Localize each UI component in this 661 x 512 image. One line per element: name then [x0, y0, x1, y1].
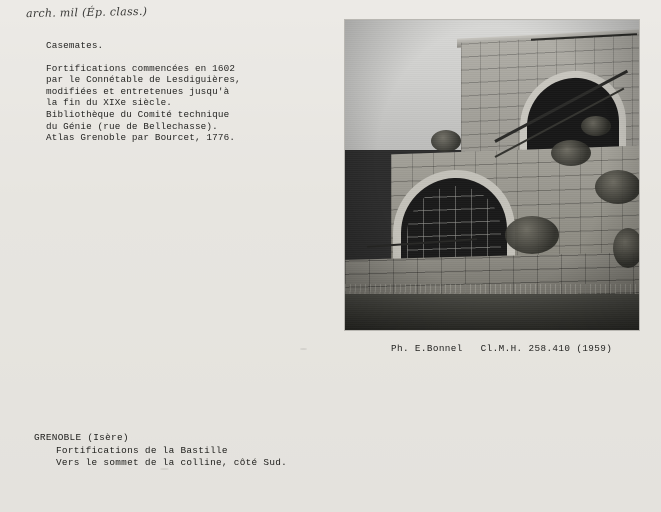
typed-line: la fin du XIXe siècle. [46, 97, 173, 109]
photo-vegetation [613, 228, 639, 268]
caption-line-2: Vers le sommet de la colline, côté Sud. [56, 457, 288, 469]
scan-speck [300, 348, 307, 350]
typed-title: Casemates. [46, 40, 104, 51]
photo-vegetation [595, 170, 639, 204]
handwritten-annotation: arch. mil (Ép. class.) [25, 4, 148, 21]
photo-vegetation [505, 216, 559, 254]
typed-line: du Génie (rue de Bellechasse). [46, 120, 218, 132]
photograph [345, 20, 639, 330]
typed-line: Atlas Grenoble par Bourcet, 1776. [46, 132, 236, 144]
scan-speck [160, 468, 169, 470]
typed-line: par le Connétable de Lesdiguières, [46, 74, 241, 86]
caption-city: GRENOBLE (Isère) [34, 432, 129, 443]
photo-ground [345, 294, 639, 330]
typed-line: Bibliothèque du Comité technique [46, 108, 230, 120]
typed-line: Fortifications commencées en 1602 [46, 62, 236, 74]
photo-vegetation [581, 116, 611, 136]
bottom-caption-block [34, 432, 287, 470]
typed-line: modifiées et entretenues jusqu'à [46, 85, 230, 97]
photograph-image [345, 20, 639, 330]
photo-vegetation [551, 140, 591, 166]
photo-credit-caption: Ph. E.Bonnel Cl.M.H. 258.410 (1959) [391, 343, 613, 354]
photo-vegetation [431, 130, 461, 152]
caption-line-1: Fortifications de la Bastille [56, 444, 228, 456]
typed-description-block [46, 40, 306, 144]
